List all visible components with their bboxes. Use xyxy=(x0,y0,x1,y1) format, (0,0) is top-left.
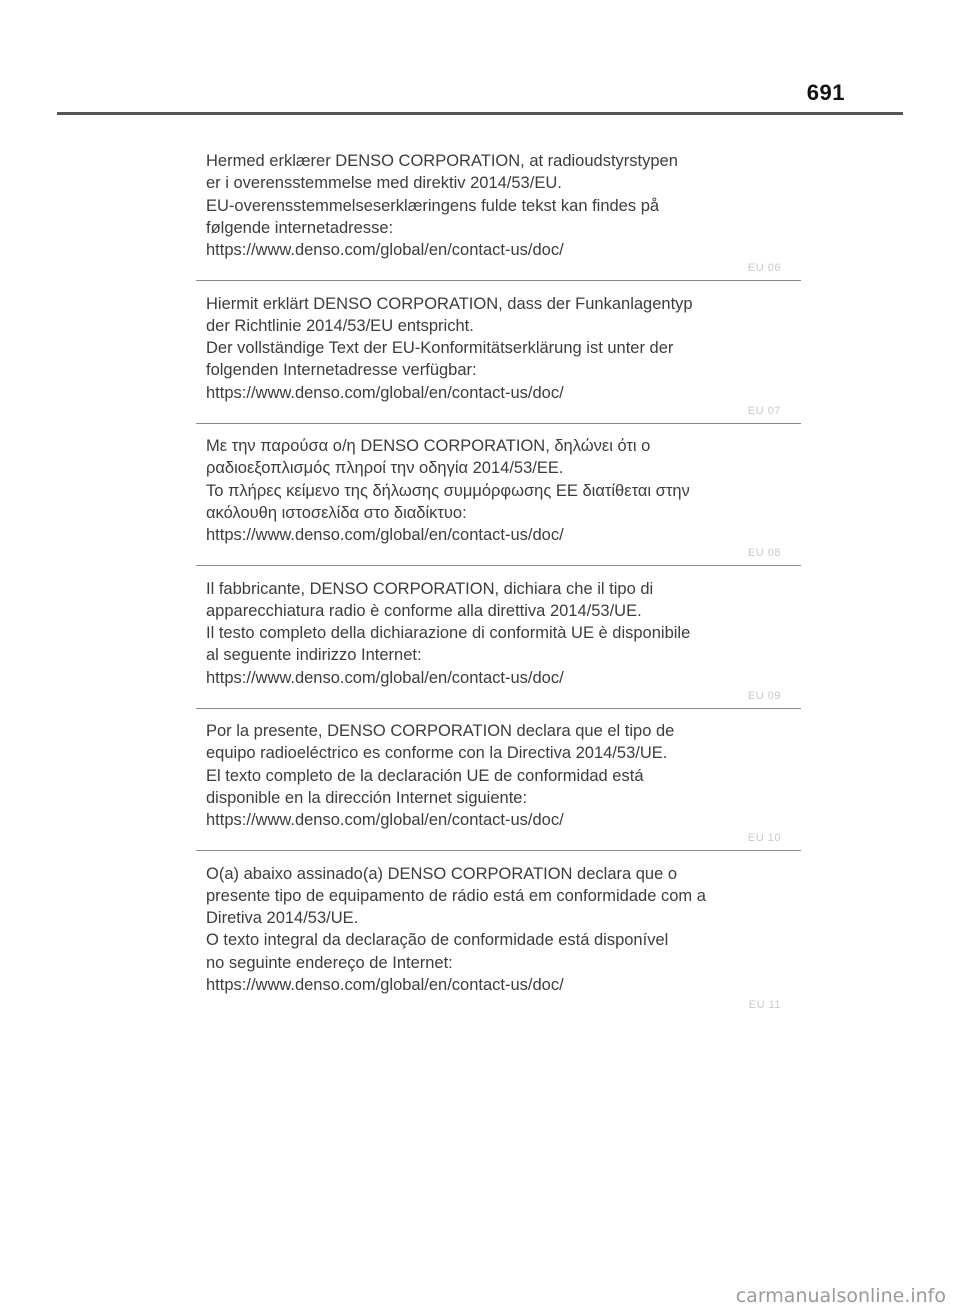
text-line: følgende internetadresse: xyxy=(206,218,394,237)
text-line: Το πλήρες κείμενο της δήλωσης συμμόρφωσης ΕΕ διατίθεται στην xyxy=(206,481,690,500)
text-line: folgenden Internetadresse verfügbar: xyxy=(206,361,477,380)
section-divider xyxy=(196,423,801,424)
text-line: Por la presente, DENSO CORPORATION declara que el tipo de xyxy=(206,722,675,740)
section-divider xyxy=(196,708,801,709)
text-line: ακόλουθη ιστοσελίδα στο διαδίκτυο: xyxy=(206,503,467,522)
text-line: al seguente indirizzo Internet: xyxy=(206,646,422,665)
text-line: apparecchiatura radio è conforme alla direttiva 2014/53/UE. xyxy=(206,601,642,620)
text-line: O(a) abaixo assinado(a) DENSO CORPORATION declara que o xyxy=(206,864,678,883)
declaration-text xyxy=(206,150,791,261)
text-line: EU-overensstemmelseserklæringens fulde tekst kan findes på xyxy=(206,196,660,215)
page-number: 691 xyxy=(806,80,845,105)
text-line: equipo radioeléctrico es conforme con la Directiva 2014/53/UE. xyxy=(206,744,668,763)
declarations-list xyxy=(196,150,801,1033)
declaration-de xyxy=(196,293,801,436)
text-line: Il fabbricante, DENSO CORPORATION, dichiara che il tipo di xyxy=(206,579,654,598)
text-line: O texto integral da declaração de conformidade está disponível xyxy=(206,931,669,950)
declaration-el xyxy=(196,435,801,578)
text-line: El texto completo de la declaración UE de conformidad está xyxy=(206,766,644,785)
url-line: https://www.denso.com/global/en/contact-us/doc/ xyxy=(206,668,564,687)
text-line: ραδιοεξοπλισμός πληροί την οδηγία 2014/53/ΕΕ. xyxy=(206,459,564,478)
section-code: EU 06 xyxy=(747,262,781,274)
text-line: Hiermit erklärt DENSO CORPORATION, dass der Funkanlagentyp xyxy=(206,294,693,313)
section-code: EU 11 xyxy=(748,998,781,1011)
text-line: no seguinte endereço de Internet: xyxy=(206,953,453,972)
declaration-da xyxy=(196,150,801,293)
declaration-it xyxy=(196,578,801,721)
declaration-text xyxy=(206,720,791,831)
url-line: https://www.denso.com/global/en/contact-us/doc/ xyxy=(206,383,564,402)
text-line: Hermed erklærer DENSO CORPORATION, at radioudstyrstypen xyxy=(206,152,678,170)
text-line: presente tipo de equipamento de rádio está em conformidade com a xyxy=(206,886,706,905)
section-divider xyxy=(196,565,801,566)
text-line: Diretiva 2014/53/UE. xyxy=(206,909,359,928)
url-line: https://www.denso.com/global/en/contact-us/doc/ xyxy=(206,241,564,260)
url-line: https://www.denso.com/global/en/contact-us/doc/ xyxy=(206,811,564,830)
watermark-text: carmanualsonline.info xyxy=(735,1285,946,1307)
declaration-text xyxy=(206,578,791,689)
declaration-es xyxy=(196,720,801,863)
section-code: EU 07 xyxy=(747,404,781,417)
text-line: Der vollständige Text der EU-Konformitätserklärung ist unter der xyxy=(206,339,674,358)
declaration-text xyxy=(206,863,791,997)
text-line: Με την παρούσα ο/η DENSO CORPORATION, δηλώνει ότι ο xyxy=(206,437,651,455)
section-divider xyxy=(196,850,801,851)
declaration-pt xyxy=(196,863,801,1033)
url-line: https://www.denso.com/global/en/contact-us/doc/ xyxy=(206,526,564,545)
section-code: EU 09 xyxy=(747,689,781,702)
text-line: er i overensstemmelse med direktiv 2014/53/EU. xyxy=(206,174,562,193)
section-code: EU 08 xyxy=(747,547,781,559)
text-line: Il testo completo della dichiarazione di conformità UE è disponibile xyxy=(206,624,691,643)
declaration-text xyxy=(206,435,791,546)
header-divider xyxy=(57,112,903,115)
text-line: der Richtlinie 2014/53/EU entspricht. xyxy=(206,316,474,335)
url-line: https://www.denso.com/global/en/contact-us/doc/ xyxy=(206,975,564,994)
section-divider xyxy=(196,280,801,281)
declaration-text xyxy=(206,293,791,404)
text-line: disponible en la dirección Internet siguiente: xyxy=(206,788,528,807)
section-code: EU 10 xyxy=(747,832,781,844)
